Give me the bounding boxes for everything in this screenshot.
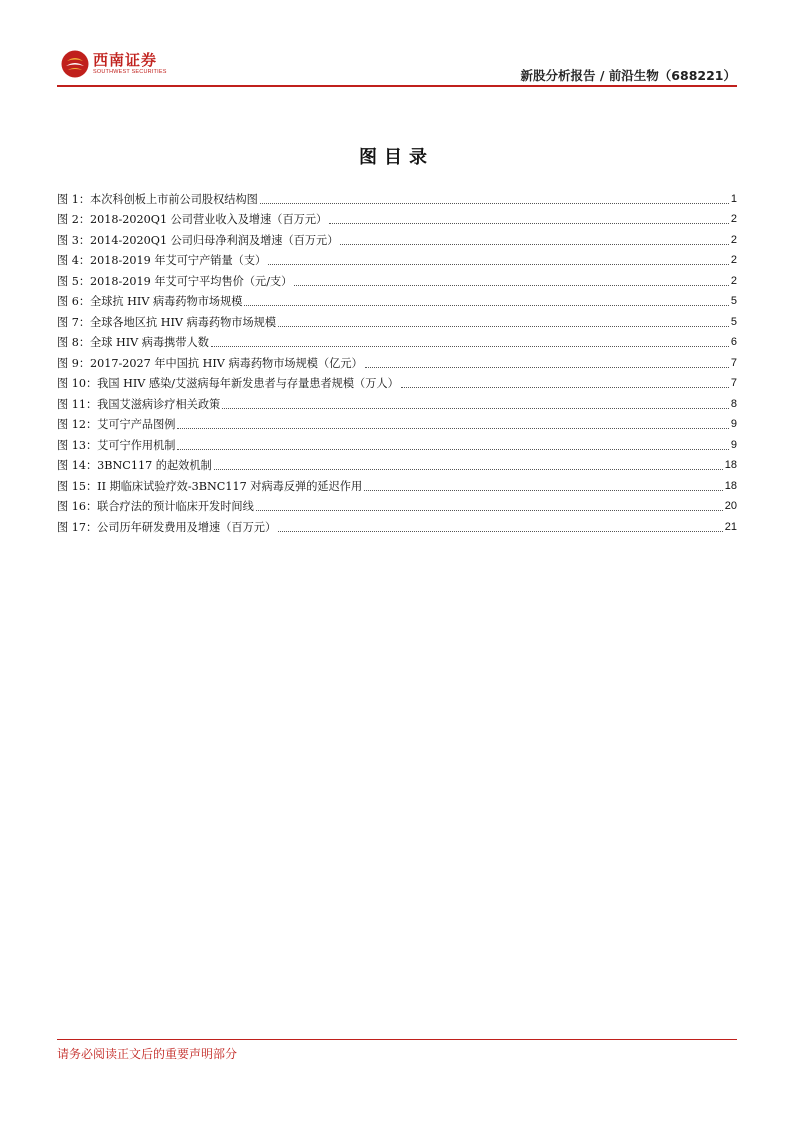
toc-entry-label: 图 8：全球 HIV 病毒携带人数 <box>57 336 209 349</box>
toc-entry-label: 图 9：2017-2027 年中国抗 HIV 病毒药物市场规模（亿元） <box>57 356 363 370</box>
toc-entry[interactable] <box>57 329 737 350</box>
toc-entry-label: 图 7：全球各地区抗 HIV 病毒药物市场规模 <box>57 315 277 329</box>
toc-leader-dots <box>256 510 723 511</box>
toc-entry-page: 8 <box>730 397 737 410</box>
toc-entry[interactable] <box>57 390 737 411</box>
toc-entry-label: 图 10：我国 HIV 感染/艾滋病每年新发患者与存量患者规模（万人） <box>57 377 399 390</box>
toc-leader-dots <box>329 223 729 224</box>
toc-leader-dots <box>364 490 723 491</box>
logo-chinese-name: 西南证券 <box>93 50 158 69</box>
toc-entry-page: 9 <box>730 418 737 430</box>
page-header <box>0 0 793 90</box>
toc-entry[interactable] <box>57 452 737 473</box>
toc-entry-label: 图 5：2018-2019 年艾可宁平均售价（元/支） <box>57 274 293 288</box>
toc-entry[interactable] <box>57 226 737 247</box>
toc-entry-page: 2 <box>730 213 737 225</box>
toc-leader-dots <box>260 203 729 204</box>
toc-entry-label: 图 4：2018-2019 年艾可宁产销量（支） <box>57 254 267 267</box>
toc-entry[interactable] <box>57 247 737 268</box>
toc-entry-page: 2 <box>730 274 737 287</box>
toc-entry[interactable] <box>57 370 737 391</box>
toc-entry-page: 21 <box>724 520 737 533</box>
toc-entry-page: 7 <box>730 377 737 389</box>
toc-leader-dots <box>268 264 729 265</box>
toc-entry[interactable] <box>57 206 737 227</box>
toc-entry-page: 2 <box>730 254 737 266</box>
toc-leader-dots <box>244 305 728 306</box>
toc-entry[interactable] <box>57 288 737 309</box>
toc-leader-dots <box>222 408 729 409</box>
footer-divider <box>57 1039 737 1040</box>
toc-entry[interactable] <box>57 308 737 329</box>
toc-title: 图目录 <box>359 147 434 168</box>
header-divider <box>57 85 737 87</box>
toc-entry[interactable] <box>57 513 737 534</box>
toc-entry-page: 2 <box>730 233 737 246</box>
toc-leader-dots <box>278 326 729 327</box>
logo-emblem-icon <box>60 49 90 79</box>
toc-leader-dots <box>177 449 728 450</box>
toc-entry[interactable] <box>57 185 737 206</box>
figure-table-of-contents <box>57 185 737 534</box>
toc-entry-label: 图 11：我国艾滋病诊疗相关政策 <box>57 397 221 411</box>
footer-disclaimer: 请务必阅读正文后的重要声明部分 <box>57 1047 238 1061</box>
toc-entry-page: 9 <box>730 438 737 451</box>
toc-leader-dots <box>211 346 729 347</box>
toc-leader-dots <box>278 531 723 532</box>
report-title: 新股分析报告 / 前沿生物（688221） <box>520 68 736 83</box>
toc-entry-page: 6 <box>730 336 737 348</box>
company-logo <box>60 49 167 79</box>
toc-entry-page: 20 <box>724 500 737 512</box>
toc-entry-label: 图 13：艾可宁作用机制 <box>57 438 176 452</box>
toc-entry-page: 5 <box>730 315 737 328</box>
toc-leader-dots <box>401 387 729 388</box>
toc-entry-label: 图 3：2014-2020Q1 公司归母净利润及增速（百万元） <box>57 233 339 247</box>
toc-leader-dots <box>177 428 728 429</box>
toc-entry-label: 图 1：本次科创板上市前公司股权结构图 <box>57 192 258 206</box>
toc-leader-dots <box>340 244 728 245</box>
toc-entry-label: 图 14：3BNC117 的起效机制 <box>57 459 212 472</box>
toc-entry-label: 图 17：公司历年研发费用及增速（百万元） <box>57 520 277 534</box>
toc-leader-dots <box>365 367 729 368</box>
toc-entry[interactable] <box>57 349 737 370</box>
toc-entry-label: 图 6：全球抗 HIV 病毒药物市场规模 <box>57 295 243 308</box>
toc-entry-label: 图 16：联合疗法的预计临床开发时间线 <box>57 500 254 513</box>
toc-entry-page: 7 <box>730 356 737 369</box>
toc-entry-page: 18 <box>724 479 737 492</box>
toc-entry[interactable] <box>57 431 737 452</box>
logo-english-name: SOUTHWEST SECURITIES <box>93 68 167 75</box>
toc-entry[interactable] <box>57 472 737 493</box>
toc-entry-page: 5 <box>730 295 737 307</box>
toc-leader-dots <box>294 285 729 286</box>
toc-entry-page: 1 <box>730 192 737 205</box>
toc-entry[interactable] <box>57 493 737 514</box>
toc-entry[interactable] <box>57 267 737 288</box>
toc-entry-label: 图 2：2018-2020Q1 公司营业收入及增速（百万元） <box>57 213 328 226</box>
toc-entry-page: 18 <box>724 459 737 471</box>
toc-entry-label: 图 15：II 期临床试验疗效-3BNC117 对病毒反弹的延迟作用 <box>57 479 363 493</box>
toc-leader-dots <box>214 469 723 470</box>
toc-entry-label: 图 12：艾可宁产品图例 <box>57 418 176 431</box>
toc-entry[interactable] <box>57 411 737 432</box>
